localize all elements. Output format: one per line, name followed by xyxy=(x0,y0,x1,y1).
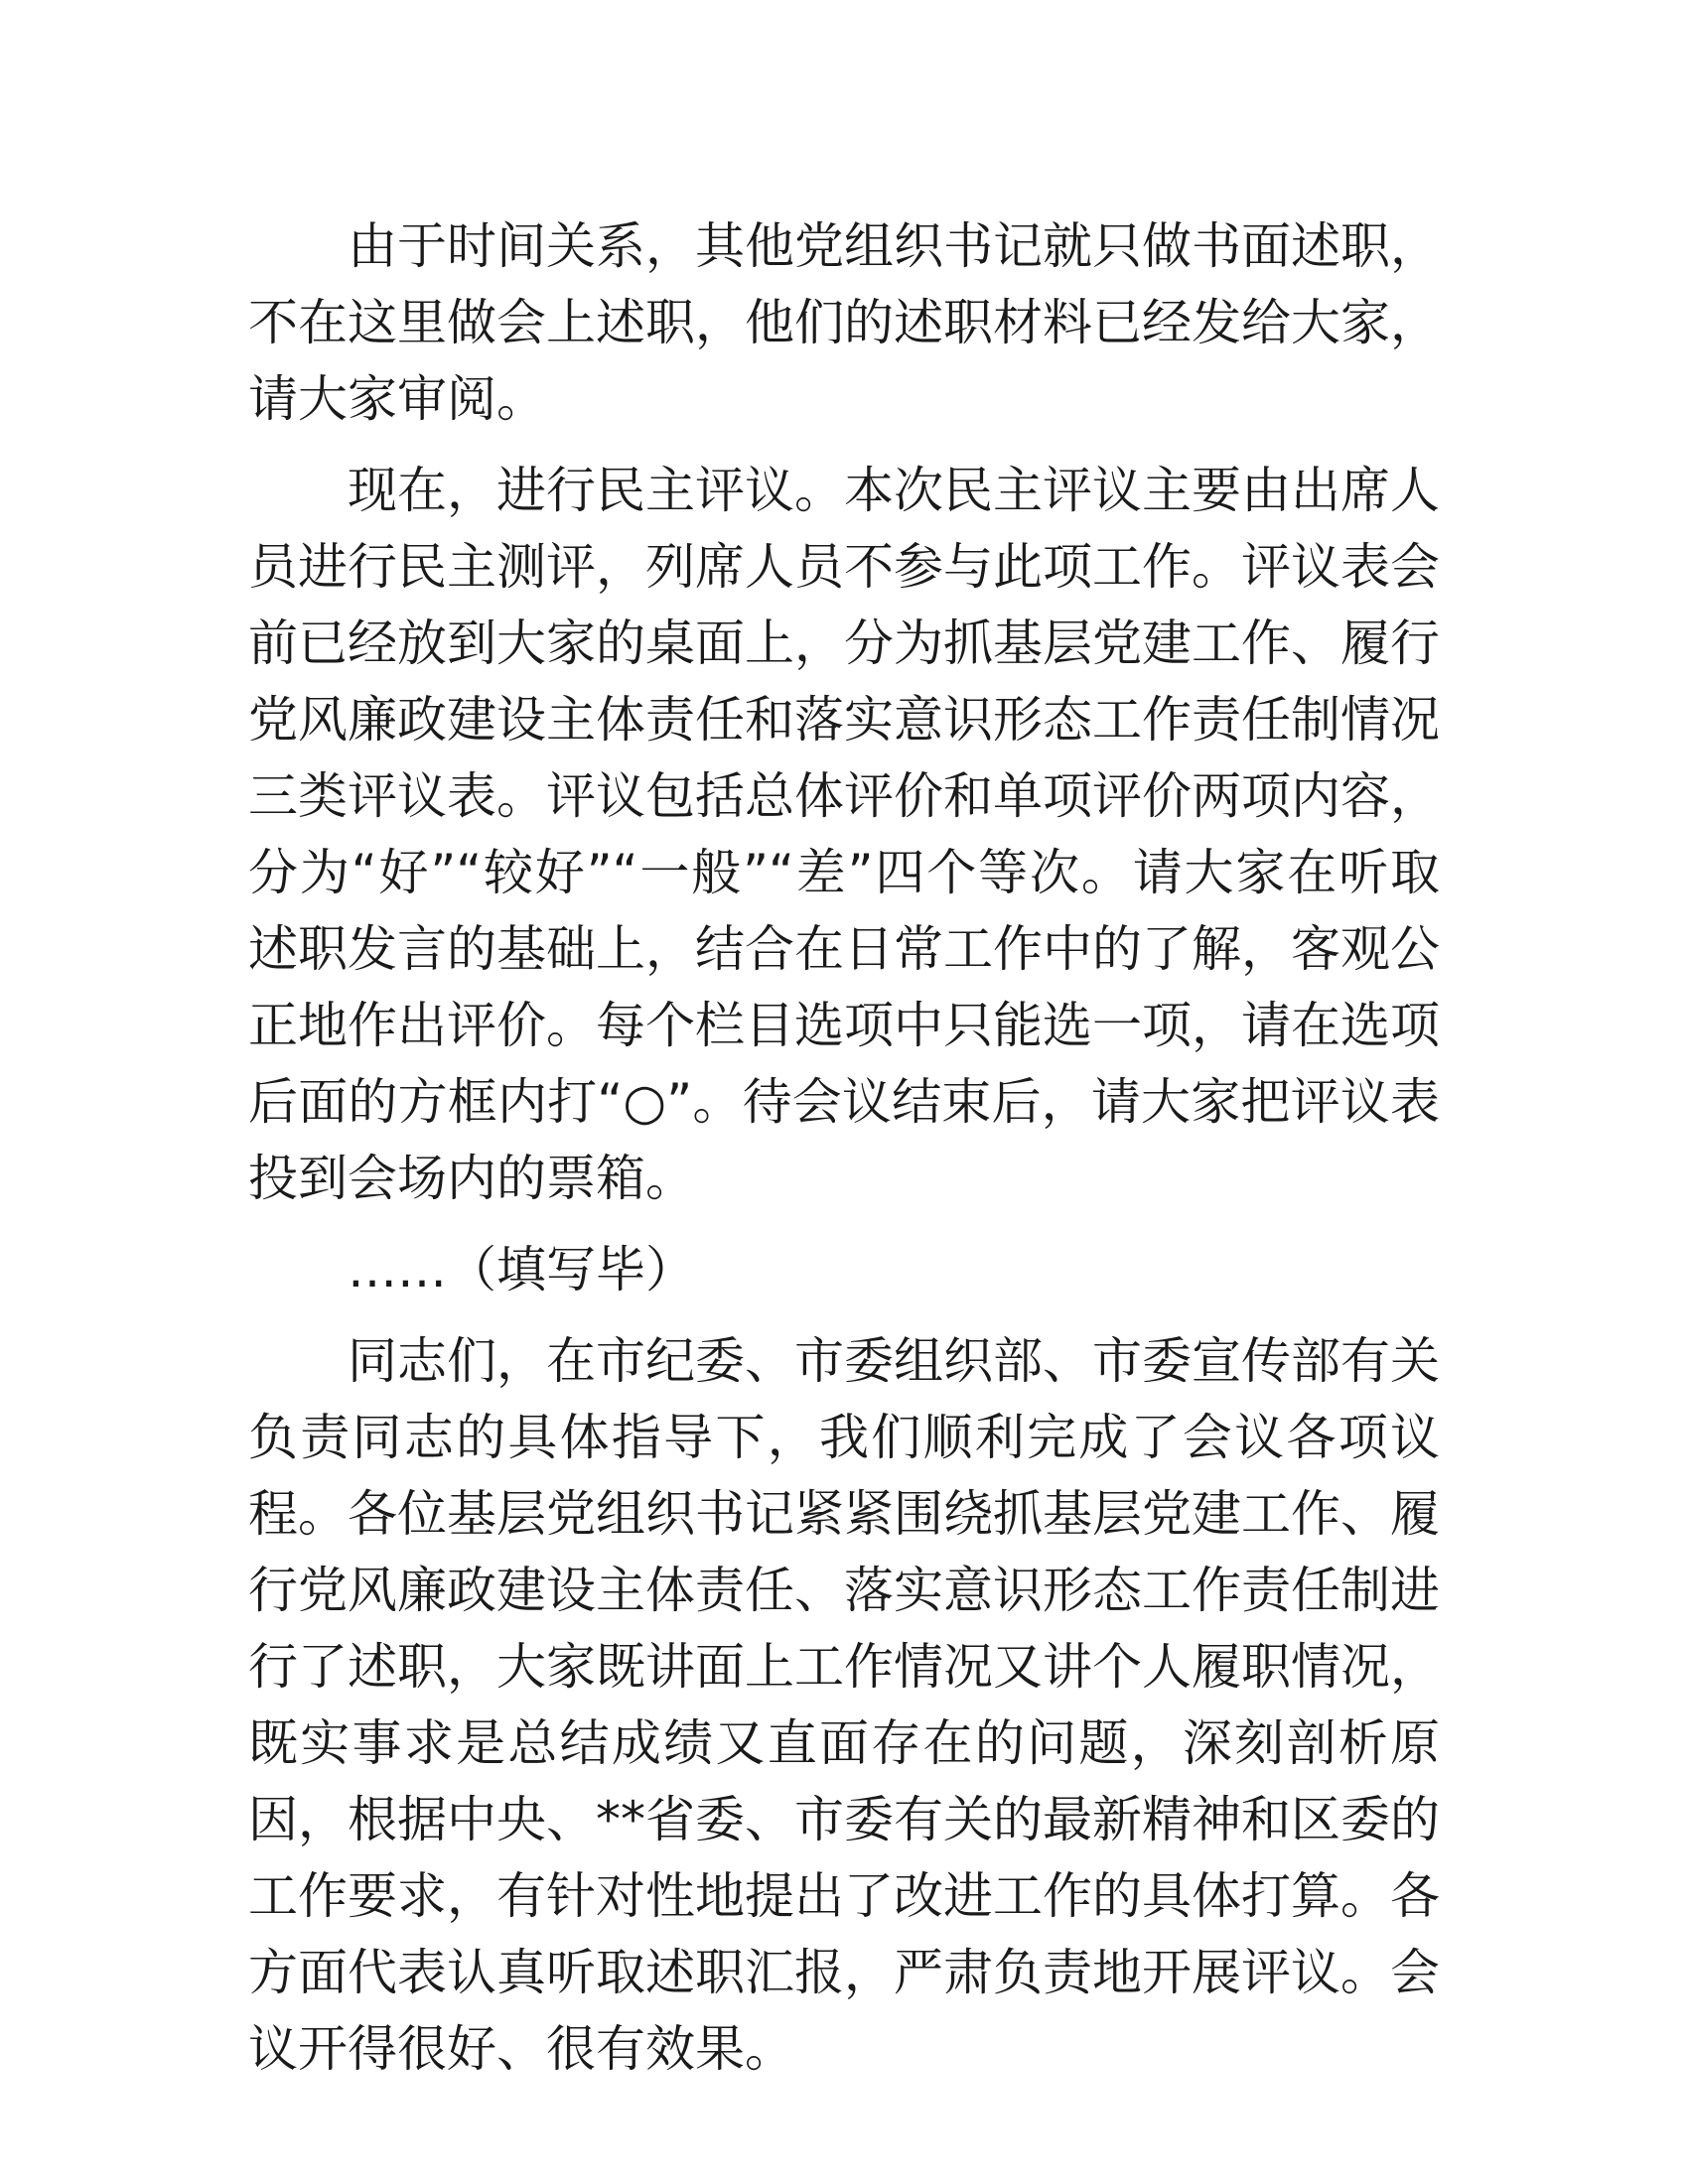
paragraph-written-report: 由于时间关系，其他党组织书记就只做书面述职，不在这里做会上述职，他们的述职材料已经发给大家，请大家审阅。 xyxy=(248,217,1440,428)
paragraph-meeting-summary: 同志们，在市纪委、市委组织部、市委宣传部有关负责同志的具体指导下，我们顺利完成了会议各项议程。各位基层党组织书记紧紧围绕抓基层党建工作、履行党风廉政建设主体责任、落实意识形态工作责任制进行了述职，大家既讲面上工作情况又讲个人履职情况，既实事求是总结成绩又直面存在的问题，深刻剖析原因，根据中央、**省委、市委有关的最新精神和区委的工作要求，有针对性地提出了改进工作的具体打算。各方面代表认真听取述职汇报，严肃负责地开展评议。会议开得很好、很有效果。 xyxy=(248,1332,1440,2078)
paragraph-filling-complete: ……（填写毕） xyxy=(348,1241,695,1298)
paragraph-democratic-evaluation: 现在，进行民主评议。本次民主评议主要由出席人员进行民主测评，列席人员不参与此项工作。评议表会前已经放到大家的桌面上，分为抓基层党建工作、履行党风廉政建设主体责任和落实意识形态工作责任制情况三类评议表。评议包括总体评价和单项评价两项内容，分为“好”“较好”“一般”“差”四个等次。请大家在听取述职发言的基础上，结合在日常工作中的了解，客观公正地作出评价。每个栏目选项中只能选一项，请在选项后面的方框内打“○”。待会议结束后，请大家把评议表投到会场内的票箱。 xyxy=(248,462,1440,1207)
document-body xyxy=(248,208,1440,2103)
